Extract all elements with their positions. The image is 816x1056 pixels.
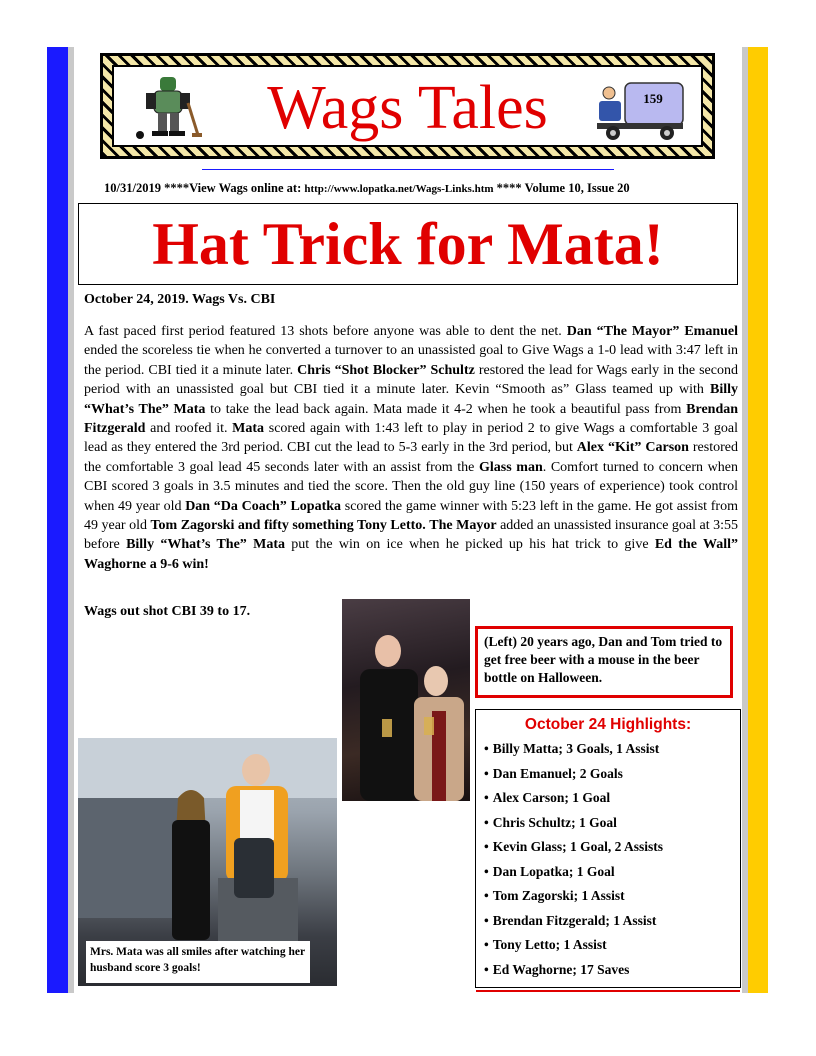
highlights-box: [475, 709, 741, 988]
story-player: Tom Zagorski and fifty something Tony Letto.: [150, 518, 426, 534]
story-player: Dan “The Mayor” Emanuel: [566, 324, 738, 339]
story-text: scored again with 1:43 left to play in period 2 to give Wags a comfortable 3 goal lead as they entered the 3rd period. CBI cut the lead to 5-3 early in the 3rd period, but: [84, 421, 738, 456]
highlight-item: • Billy Matta; 3 Goals, 1 Assist: [480, 739, 736, 764]
dateline-suffix: **** Volume 10, Issue 20: [493, 181, 630, 195]
shots-summary: Wags out shot CBI 39 to 17.: [84, 604, 251, 619]
left-border-bar: [47, 47, 68, 993]
story-text: scored the game winner with 5:23 left in the game. He got assist from 49 year old: [84, 498, 738, 534]
masthead-inner: [112, 65, 703, 147]
story-player: Dan “Da Coach” Lopatka: [185, 498, 342, 514]
story-text: A fast paced first period featured 13 shots before anyone was able to dent the net.: [84, 324, 567, 339]
headline-box: [78, 203, 738, 285]
story-text: . Comfort turned to concern when CBI scored 3 goals in 3.5 minutes and tied the score. Then the old guy line (150 years of experience) took control when 49 year old: [84, 459, 738, 514]
highlights-list: [480, 739, 736, 984]
story-text: ended the scoreless tie when he converted a turnover to an unassisted goal to Give Wags a 1-0 lead with 3:47 left in the period. CBI tied it a minute later.: [84, 343, 738, 378]
highlight-item: • Brendan Fitzgerald; 1 Assist: [480, 911, 736, 936]
masthead-frame: [100, 53, 715, 159]
story-player: Glass man: [479, 459, 543, 475]
highlight-item: • Tom Zagorski; 1 Assist: [480, 886, 736, 911]
highlight-item: • Dan Emanuel; 2 Goals: [480, 764, 736, 789]
masthead-title: Wags Tales: [267, 74, 548, 142]
story-text: and roofed it.: [145, 421, 233, 437]
story-player: Billy “What’s The” Mata: [84, 382, 738, 417]
headline: Hat Trick for Mata!: [152, 211, 664, 277]
game-story: [84, 322, 738, 574]
issue-number-badge: 159: [643, 91, 663, 106]
story-text: to take the lead back again. Mata made it 4-2 when he took a beautiful pass from: [205, 401, 687, 417]
story-player: Chris “Shot Blocker” Schultz: [297, 362, 475, 378]
story-player: Alex “Kit” Carson: [576, 440, 689, 456]
highlight-item: • Kevin Glass; 1 Goal, 2 Assists: [480, 837, 736, 862]
wags-online-link[interactable]: http://www.lopatka.net/Wags-Links.htm: [304, 183, 494, 195]
left-border-shadow: [68, 47, 74, 993]
story-player: The Mayor: [429, 518, 497, 534]
story-player: Ed the Wall” Waghorne a 9-6 win!: [84, 537, 738, 572]
dateline: [104, 181, 744, 196]
highlight-item: • Alex Carson; 1 Goal: [480, 788, 736, 813]
story-text: restored the comfortable 3 goal lead 45 seconds later with an assist from the: [84, 440, 738, 475]
story-text: added an unassisted insurance goal at 3:55 before: [84, 518, 739, 553]
game-subhead: October 24, 2019. Wags Vs. CBI: [84, 292, 276, 307]
highlight-item: • Tony Letto; 1 Assist: [480, 935, 736, 960]
story-text: restored the lead for Wags early in the second period with an unassisted goal but CBI tied it a minute later. Kevin “Smooth as” Glass teamed up with: [84, 362, 738, 398]
header-rule: [202, 169, 614, 170]
story-player: Mata: [232, 421, 265, 437]
highlight-item: • Ed Waghorne; 17 Saves: [480, 960, 736, 985]
halloween-photo-image: [342, 599, 470, 801]
highlight-item: • Chris Schultz; 1 Goal: [480, 813, 736, 838]
story-text: put the win on ice when he picked up his hat trick to give: [285, 537, 655, 553]
halloween-caption: (Left) 20 years ago, Dan and Tom tried to get free beer with a mouse in the beer bottle on Halloween.: [475, 626, 733, 698]
highlights-title: October 24 Highlights:: [524, 716, 692, 733]
dateline-prefix: 10/31/2019 ****View Wags online at:: [104, 181, 305, 195]
right-border-bar: [748, 47, 768, 993]
highlight-item: • Dan Lopatka; 1 Goal: [480, 862, 736, 887]
story-player: Brendan Fitzgerald: [84, 401, 739, 437]
story-player: Billy “What’s The” Mata: [126, 537, 285, 553]
halloween-photo: [342, 599, 470, 801]
mrs-mata-caption: Mrs. Mata was all smiles after watching her husband score 3 goals!: [86, 941, 310, 983]
highlights-bottom-rule: [476, 990, 740, 992]
